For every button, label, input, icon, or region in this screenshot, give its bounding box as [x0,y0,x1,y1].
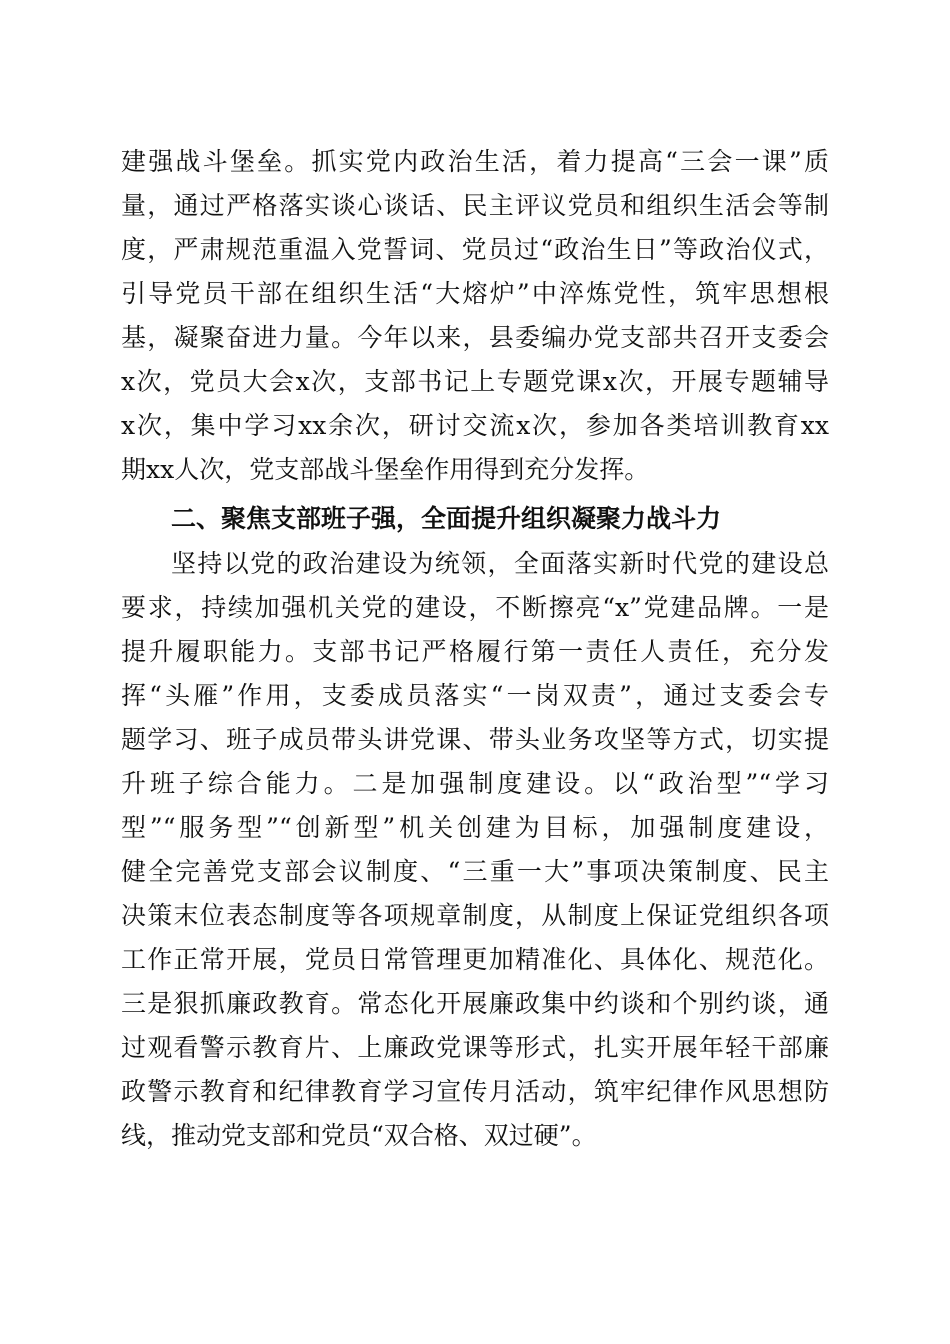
paragraph-line: 升班子综合能力。二是加强制度建设。以“政治型”“学习 [121,769,829,798]
paragraph-line: 度，严肃规范重温入党誓词、党员过“政治生日”等政治仪式， [121,235,829,264]
paragraph-line: 过观看警示教育片、上廉政党课等形式，扎实开展年轻干部廉 [121,1033,829,1062]
paragraph-line: 提升履职能力。支部书记严格履行第一责任人责任，充分发 [121,637,829,666]
paragraph-line: 期xx人次，党支部战斗堡垒作用得到充分发挥。 [121,455,650,484]
paragraph-line: 量，通过严格落实谈心谈话、民主评议党员和组织生活会等制 [121,191,829,220]
section-heading: 二、聚焦支部班子强，全面提升组织凝聚力战斗力 [171,504,722,533]
paragraph-line: 三是狠抓廉政教育。常态化开展廉政集中约谈和个别约谈，通 [121,989,829,1018]
paragraph-line: 健全完善党支部会议制度、“三重一大”事项决策制度、民主 [121,857,829,886]
paragraph-line: 挥“头雁”作用，支委成员落实“一岗双责”，通过支委会专 [121,681,829,710]
paragraph-line: x次，党员大会x次，支部书记上专题党课x次，开展专题辅导 [121,367,829,396]
paragraph-line: 题学习、班子成员带头讲党课、带头业务攻坚等方式，切实提 [121,725,829,754]
paragraph-line: x次，集中学习xx余次，研讨交流x次，参加各类培训教育xx [121,411,829,440]
paragraph-line: 坚持以党的政治建设为统领，全面落实新时代党的建设总 [171,549,829,578]
paragraph-line: 型”“服务型”“创新型”机关创建为目标，加强制度建设， [121,813,829,842]
paragraph-line: 要求，持续加强机关党的建设，不断擦亮“x”党建品牌。一是 [121,593,829,622]
paragraph-line: 政警示教育和纪律教育学习宣传月活动，筑牢纪律作风思想防 [121,1077,829,1106]
paragraph-line: 引导党员干部在组织生活“大熔炉”中淬炼党性，筑牢思想根 [121,279,829,308]
paragraph-line: 决策末位表态制度等各项规章制度，从制度上保证党组织各项 [121,901,829,930]
paragraph-line: 基，凝聚奋进力量。今年以来，县委编办党支部共召开支委会 [121,323,829,352]
paragraph-line: 工作正常开展，党员日常管理更加精准化、具体化、规范化。 [121,945,829,974]
paragraph-line: 线，推动党支部和党员“双合格、双过硬”。 [121,1121,597,1150]
paragraph-line: 建强战斗堡垒。抓实党内政治生活，着力提高“三会一课”质 [121,147,829,176]
